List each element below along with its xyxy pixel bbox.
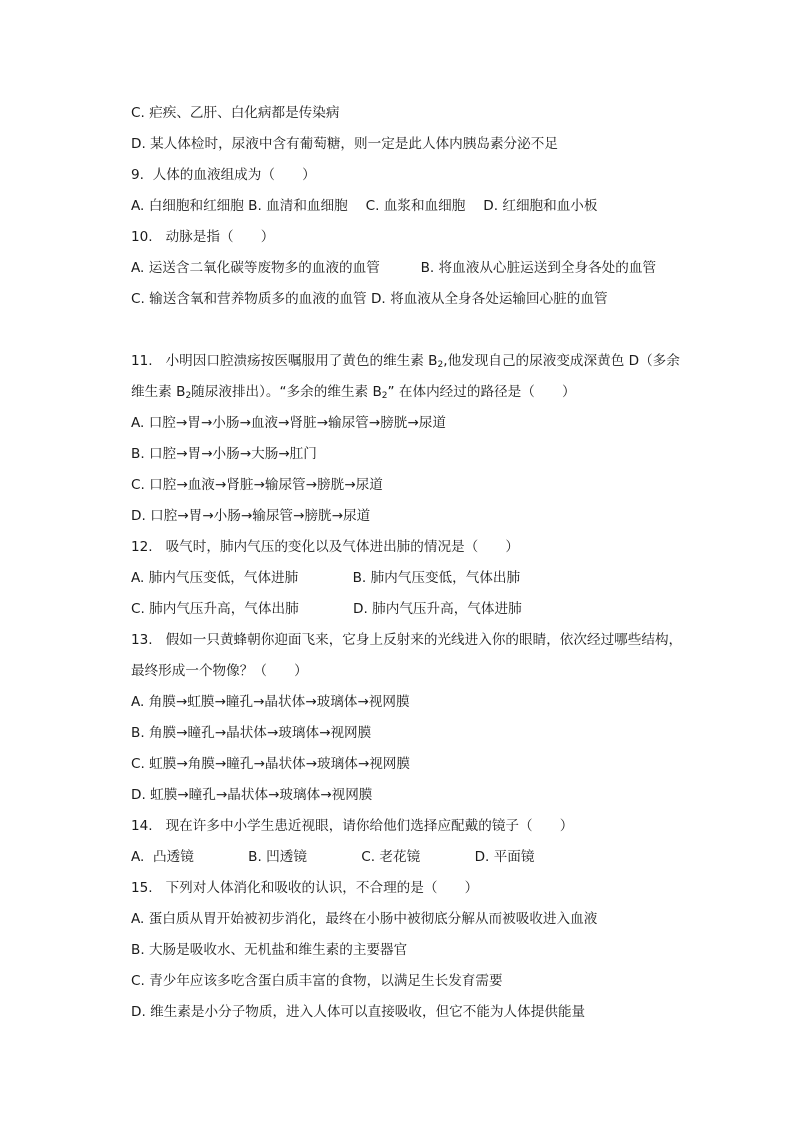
option-15d: D. 维生素是小分子物质，进入人体可以直接吸收，但它不能为人体提供能量 — [131, 1004, 586, 1020]
question-14: 14. 现在许多中小学生患近视眼，请你给他们选择应配戴的镜子（ ） — [131, 818, 574, 834]
question-12: 12. 吸气时，肺内气压的变化以及气体进出肺的情况是（ ） — [131, 539, 520, 555]
question-13-line2: 最终形成一个物像？（ ） — [131, 663, 308, 679]
options-12-cd: C. 肺内气压升高，气体出肺 D. 肺内气压升高，气体进肺 — [131, 601, 522, 617]
option-8d: D. 某人体检时，尿液中含有葡萄糖，则一定是此人体内胰岛素分泌不足 — [131, 136, 558, 152]
option-13a: A. 角膜→虹膜→瞳孔→晶状体→玻璃体→视网膜 — [131, 694, 410, 710]
option-13b: B. 角膜→瞳孔→晶状体→玻璃体→视网膜 — [131, 725, 372, 741]
options-10-cd: C. 输送含氧和营养物质多的血液的血管 D. 将血液从全身各处运输回心脏的血管 — [131, 291, 608, 307]
option-11a: A. 口腔→胃→小肠→血液→肾脏→输尿管→膀胱→尿道 — [131, 415, 446, 431]
option-13d: D. 虹膜→瞳孔→晶状体→玻璃体→视网膜 — [131, 787, 373, 803]
option-11d: D. 口腔→胃→小肠→输尿管→膀胱→尿道 — [131, 508, 371, 524]
option-15a: A. 蛋白质从胃开始被初步消化，最终在小肠中被彻底分解从而被吸收进入血液 — [131, 911, 598, 927]
question-10: 10. 动脉是指（ ） — [131, 229, 275, 245]
option-11b: B. 口腔→胃→小肠→大肠→肛门 — [131, 446, 317, 462]
option-8c: C. 疟疾、乙肝、白化病都是传染病 — [131, 105, 340, 121]
option-15b: B. 大肠是吸收水、无机盐和维生素的主要器官 — [131, 942, 408, 958]
option-13c: C. 虹膜→角膜→瞳孔→晶状体→玻璃体→视网膜 — [131, 756, 410, 772]
question-11-line1: 11. 小明因口腔溃疡按医嘱服用了黄色的维生素 $B_2$,他发现自己的尿液变成深黄色 D（多余 — [131, 353, 680, 370]
question-11-line2: 维生素 $B_2$随尿液排出）。“多余的维生素 $B_2$” 在体内经过的路径是（ ） — [131, 384, 576, 401]
options-9: A. 白细胞和红细胞 B. 血清和血细胞 C. 血浆和血细胞 D. 红细胞和血小板 — [131, 198, 598, 214]
question-13-line1: 13. 假如一只黄蜂朝你迎面飞来，它身上反射来的光线进入你的眼睛，依次经过哪些结构， — [131, 632, 683, 648]
question-9: 9. 人体的血液组成为（ ） — [131, 167, 316, 183]
options-14: A. 凸透镜 B. 凹透镜 C. 老花镜 D. 平面镜 — [131, 849, 535, 865]
option-15c: C. 青少年应该多吃含蛋白质丰富的食物，以满足生长发育需要 — [131, 973, 503, 989]
options-10-ab: A. 运送含二氧化碳等废物多的血液的血管 B. 将血液从心脏运送到全身各处的血管 — [131, 260, 657, 276]
option-11c: C. 口腔→血液→肾脏→输尿管→膀胱→尿道 — [131, 477, 383, 493]
question-15: 15. 下列对人体消化和吸收的认识，不合理的是（ ） — [131, 880, 479, 896]
options-12-ab: A. 肺内气压变低，气体进肺 B. 肺内气压变低，气体出肺 — [131, 570, 521, 586]
